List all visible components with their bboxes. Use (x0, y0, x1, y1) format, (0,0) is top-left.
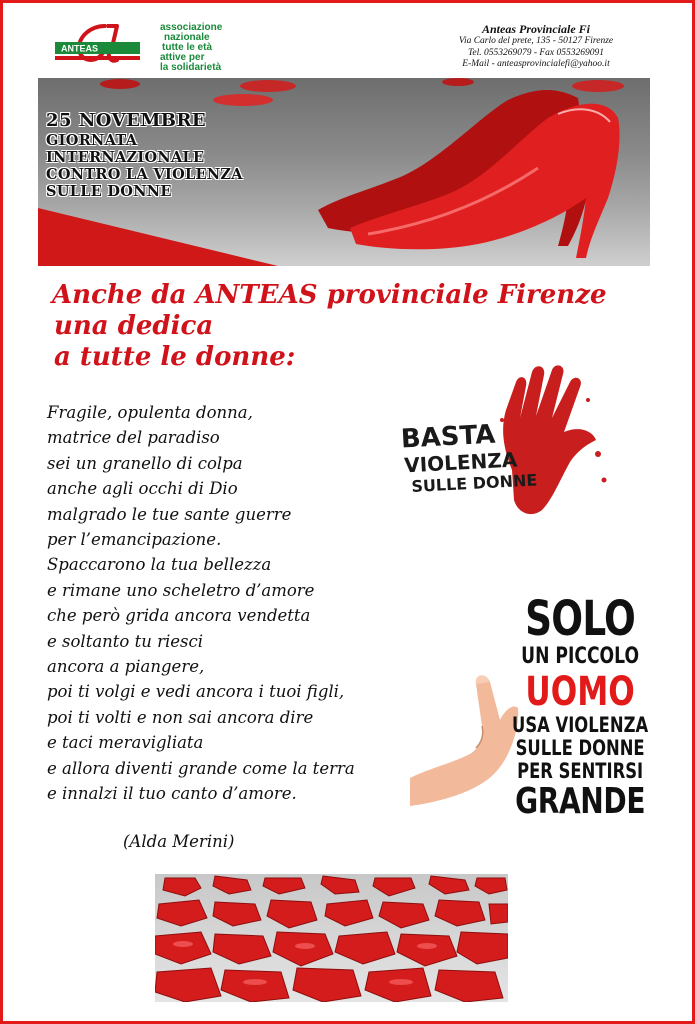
assoc-line: tutte le età (162, 42, 213, 53)
poem-author: (Alda Merini) (123, 832, 235, 851)
logo-text: ANTEAS (61, 43, 99, 54)
basta-text (400, 419, 538, 498)
title-line: a tutte le donne: (54, 342, 296, 372)
poem-line: e innalzi il tuo canto d’amore. (47, 784, 297, 804)
solo-line: PER SENTIRSI (517, 759, 644, 783)
phone-fax: Tel. 0553269079 - Fax 0553269091 (467, 47, 605, 58)
poem-line: matrice del paradiso (47, 428, 220, 448)
poem-line: ancora a piangere, (47, 657, 205, 677)
red-shoes-rows-icon (155, 874, 508, 1002)
banner-line: CONTRO LA VIOLENZA (46, 166, 243, 183)
poem-line: anche agli occhi di Dio (47, 479, 238, 499)
solo-line: GRANDE (515, 781, 646, 822)
title-line: Anche da ANTEAS provinciale Firenze (52, 280, 607, 310)
solo-line-highlight: UOMO (525, 669, 635, 715)
event-banner (38, 78, 650, 266)
banner-line: SULLE DONNE (46, 183, 172, 200)
banner-line: INTERNAZIONALE (46, 149, 205, 166)
red-shoes-photo (155, 874, 508, 1002)
assoc-line: la solidarietà (160, 62, 222, 73)
poem-line: per l’emancipazione. (47, 530, 222, 550)
assoc-line: associazione (160, 22, 223, 33)
solo-text (506, 591, 654, 822)
pinching-hand-icon (410, 668, 520, 808)
banner-heading (46, 110, 243, 200)
poem-line: sei un granello di colpa (47, 453, 243, 473)
basta-line: VIOLENZA (403, 447, 518, 478)
solo-line: SOLO (525, 591, 636, 647)
contact-block (420, 22, 652, 71)
basta-line: BASTA (400, 419, 497, 455)
basta-violenza-graphic (392, 360, 652, 550)
solo-line: UN PICCOLO (521, 644, 640, 669)
poem-line: che però grida ancora vendetta (47, 606, 311, 626)
poem-line: e taci meravigliata (47, 733, 204, 753)
assoc-line: attive per (160, 52, 205, 63)
poem-line: Spaccarono la tua bellezza (47, 555, 272, 575)
banner-line: GIORNATA (46, 132, 138, 149)
poem (47, 400, 407, 807)
solo-line: SULLE DONNE (515, 736, 645, 760)
address: Via Carlo del prete, 135 - 50127 Firenze (458, 36, 614, 46)
solo-un-piccolo-uomo-graphic (410, 588, 655, 860)
poem-line: e rimane uno scheletro d’amore (47, 580, 315, 600)
poem-line: Fragile, opulenta donna, (47, 403, 253, 422)
poem-line: e soltanto tu riesci (47, 631, 204, 651)
title-line: una dedica (54, 311, 214, 341)
poem-line: poi ti volgi e vedi ancora i tuoi figli, (47, 682, 345, 702)
basta-line: SULLE DONNE (410, 470, 538, 497)
banner-date: 25 NOVEMBRE (46, 110, 207, 131)
email[interactable]: E-Mail - anteasprovincialefi@yahoo.it (462, 59, 610, 69)
anteas-logo (55, 22, 140, 70)
assoc-line: nazionale (164, 32, 210, 43)
org-name: Anteas Provinciale Fi (482, 22, 590, 36)
poem-line: poi ti volti e non sai ancora dire (47, 707, 314, 727)
poem-line: malgrado le tue sante guerre (47, 504, 292, 524)
solo-line: USA VIOLENZA (512, 713, 649, 737)
association-tagline (160, 23, 280, 73)
poem-line: e allora diventi grande come la terra (47, 758, 355, 778)
